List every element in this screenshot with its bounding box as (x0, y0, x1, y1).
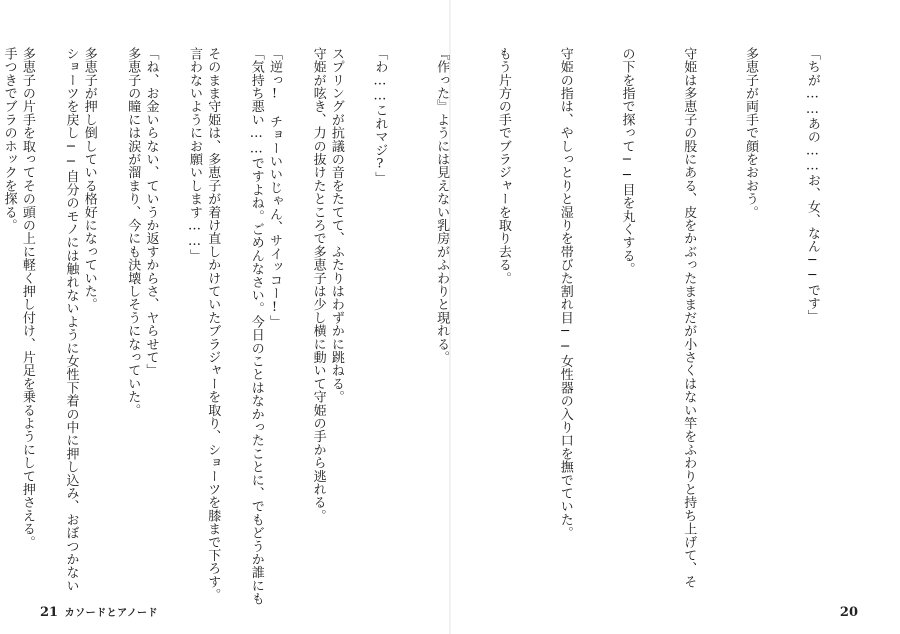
text-line: そのまま守姫は、多恵子が着け直しかけていたブラジャーを取り、ショーツを膝まで下ろす。 (205, 47, 221, 602)
text-line: 「逆っ! チョーいいじゃん、サイッコー!」 (267, 47, 283, 329)
text-line: の下を指で探って──目を丸くする。 (619, 47, 635, 276)
text-line: 守姫が呟き、力の抜けたところで多恵子は少し横に動いて守姫の手から逃れる。 (310, 47, 326, 523)
text-line: 多恵子が押し倒している格好になっていた。 (81, 47, 97, 311)
text-line: 『作った』ようには見えない乳房がふわりと現れる。 (434, 47, 450, 364)
right-page-number: 20 (839, 605, 858, 620)
text-line: 言わないようにお願いします……」 (187, 47, 202, 263)
left-page-number: 21 (40, 605, 59, 620)
text-line: 「ちが……あの……お、女、なん──です」 (804, 47, 820, 323)
text-line: ショーツを戻し──自分のモノには触れないように女性下着の中に押し込み、おぼつかない (63, 47, 79, 593)
text-line: 守姫の指は、やしっとりと湿りを帯びた割れ目──女性器の入り口を撫でていた。 (557, 47, 573, 540)
text-line: 「わ……これマジ?」 (372, 47, 388, 185)
text-line: 多恵子の瞳には涙が溜まり、今にも決壊しそうになっていた。 (125, 47, 141, 417)
left-page-body (19, 47, 387, 606)
text-line: 多恵子が両手で顔をおおう。 (743, 47, 759, 219)
text-line: もう片方の手でブラジャーを取り去る。 (495, 47, 511, 285)
text-line: 多恵子の片手を取ってその頭の上に軽く押し付け、片足を乗るようにして押さえる。 (19, 47, 35, 549)
text-line: 守姫は多恵子の股にある、皮をかぶったままだが小さくはない竿をふわりと持ち上げて、そ (681, 47, 697, 589)
running-title: カソードとアノード (64, 608, 159, 619)
left-page-footer (40, 604, 158, 620)
text-line: 「気持ち悪い……ですよね。ごめんなさい。今日のことはなかったことに、でもどうか誰にも (248, 47, 264, 606)
text-line: 手つきでブラのホックを探る。 (1, 47, 17, 232)
text-line: 「ね、お金いらない、ていうか返すからさ、ヤらせて」 (143, 47, 159, 377)
text-line: スプリングが抗議の音をたてて、ふたりはわずかに跳ねる。 (328, 47, 344, 404)
